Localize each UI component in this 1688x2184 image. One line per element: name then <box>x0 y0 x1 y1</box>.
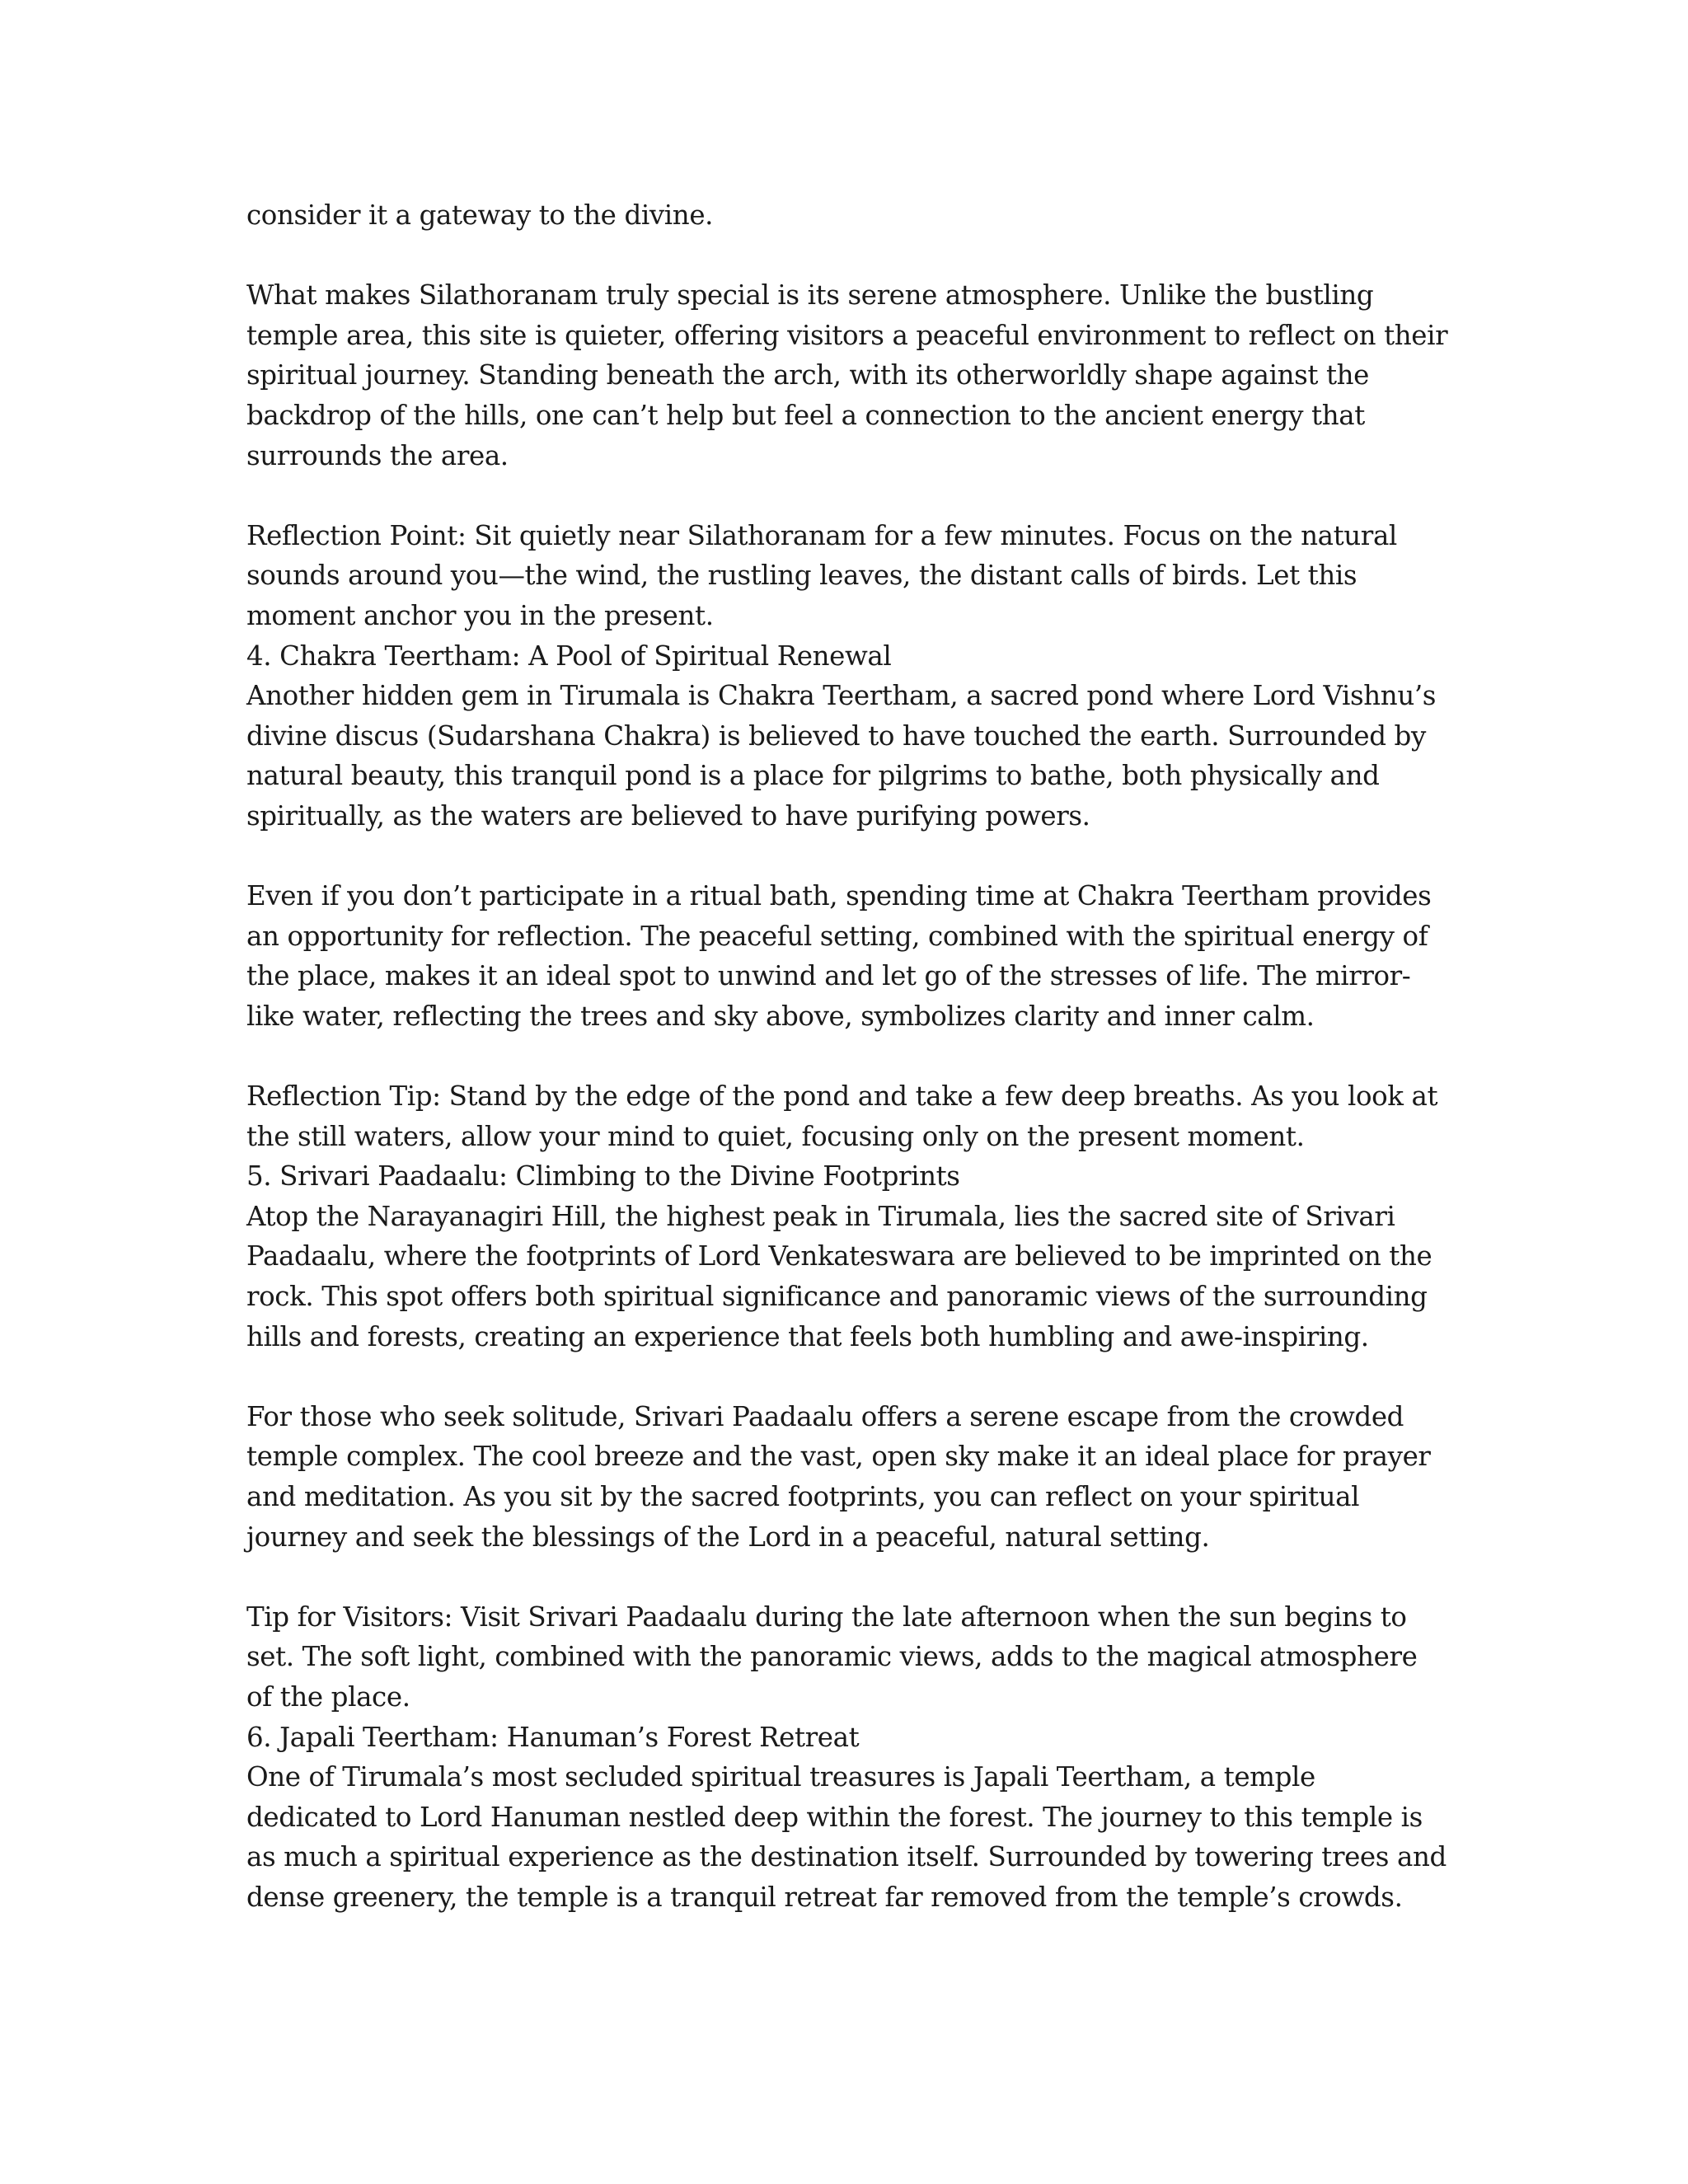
section-heading-srivari-paadaalu: 5. Srivari Paadaalu: Climbing to the Divine Footprints <box>246 1160 960 1193</box>
section-heading-japali-teertham: 6. Japali Teertham: Hanuman’s Forest Retreat <box>246 1721 860 1753</box>
section-heading-chakra-teertham: 4. Chakra Teertham: A Pool of Spiritual Renewal <box>246 640 892 672</box>
paragraph-chakra-teertham-reflection: Even if you don’t participate in a ritual bath, spending time at Chakra Teertham provides an opportunity for reflection. The peaceful setting, combined with the spiritual energy of the place, makes it an ideal spot to unwind and let go of the stresses of life. The mirror-like water, reflecting the trees and sky above, symbolizes clarity and inner calm. <box>246 880 1432 1032</box>
paragraph-silathoranam-end: consider it a gateway to the divine. <box>246 199 714 231</box>
paragraph-silathoranam-atmosphere: What makes Silathoranam truly special is its serene atmosphere. Unlike the bustling temple area, this site is quieter, offering visitors a peaceful environment to reflect on their spiritual journey. Standing beneath the arch, with its otherworldly shape against the backdrop of the hills, one can’t help but feel a connection to the ancient energy that surrounds the area. <box>246 279 1448 471</box>
paragraph-srivari-paadaalu-intro: Atop the Narayanagiri Hill, the highest peak in Tirumala, lies the sacred site of Srivari Paadaalu, where the footprints of Lord Venkateswara are believed to be imprinted on the rock. This spot offers both spiritual significance and panoramic views of the surrounding hills and forests, creating an experience that feels both humbling and awe-inspiring. <box>246 1200 1432 1352</box>
paragraph-chakra-teertham-intro: Another hidden gem in Tirumala is Chakra Teertham, a sacred pond where Lord Vishnu’s divine discus (Sudarshana Chakra) is believed to have touched the earth. Surrounded by natural beauty, this tranquil pond is a place for pilgrims to bathe, both physically and spiritually, as the waters are believed to have purifying powers. <box>246 680 1437 832</box>
paragraph-srivari-paadaalu-solitude: For those who seek solitude, Srivari Paadaalu offers a serene escape from the crowded temple complex. The cool breeze and the vast, open sky make it an ideal place for prayer and meditation. As you sit by the sacred footprints, you can reflect on your spiritual journey and seek the blessings of the Lord in a peaceful, natural setting. <box>246 1400 1431 1553</box>
paragraph-japali-teertham-intro: One of Tirumala’s most secluded spiritual treasures is Japali Teertham, a temple dedicated to Lord Hanuman nestled deep within the forest. The journey to this temple is as much a spiritual experience as the destination itself. Surrounded by towering trees and dense greenery, the temple is a tranquil retreat far removed from the temple’s crowds. <box>246 1761 1447 1913</box>
paragraph-reflection-point: Reflection Point: Sit quietly near Silathoranam for a few minutes. Focus on the natural sounds around you—the wind, the rustling leaves, the distant calls of birds. Let this moment anchor you in the present. <box>246 519 1397 631</box>
paragraph-tip-for-visitors: Tip for Visitors: Visit Srivari Paadaalu during the late afternoon when the sun begins to set. The soft light, combined with the panoramic views, adds to the magical atmosphere of the place. <box>246 1601 1418 1713</box>
document-body <box>246 195 1450 1918</box>
paragraph-reflection-tip: Reflection Tip: Stand by the edge of the pond and take a few deep breaths. As you look at the still waters, allow your mind to quiet, focusing only on the present moment. <box>246 1080 1438 1152</box>
